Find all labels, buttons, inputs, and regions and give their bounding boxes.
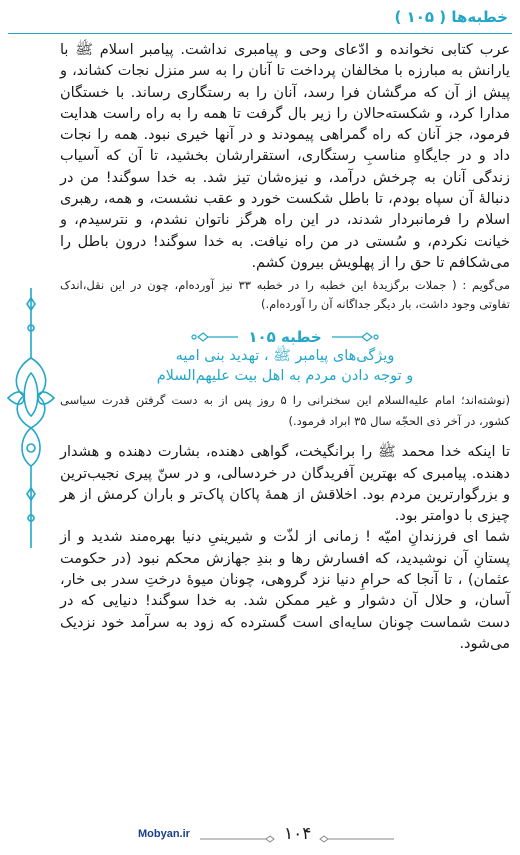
site-watermark: Mobyan.ir — [138, 828, 190, 840]
footer-ornament-icon — [314, 835, 394, 843]
khutbah-number: خطبه ۱۰۵ — [248, 328, 322, 347]
khutbah-subtitle-2: و توجه دادن مردم به اهل بیت علیهم‌السلام — [156, 368, 414, 385]
footer-ornament-icon — [200, 835, 280, 843]
body-paragraph: عرب کتابی نخوانده و ادّعای وحی و پیامبری نداشت. پیامبر اسلام ﷺ با یارانش به مبارزه با مخالفان پرداخت تا آنان را به سر منزل نجات کشاند، و پیش از آن که مرگشان فرا رسد، آنان را به رستگاری رساند. با خستگان مدارا کرد، و شکسته‌حالان را زیر بال گرفت تا همه را به راه راست هدایت فرمود، جز آنان که راه گمراهی پیمودند و در آنها خیری نبود. همه را نجات داد و در جایگاهِ مناسبِ رستگاری، استقرارشان بخشید، تا آن که آسیاب زندگی آنان به چرخش درآمد، و نیزه‌شان تیز شد. به خدا سوگند! من در دنبالهٔ آن سپاه بودم، تا باطل شکست خورد و عقب نشست، و همه، رهبری اسلام را فرمانبردار شدند، در این راه هرگز ناتوان نشدم، و نترسیدم، و خیانت نکردم، و سُستی در من راه نیافت. به خدا سوگند! درون باطل را می‌شکافم تا حق را از پهلویش بیرون کشم. — [60, 42, 510, 271]
page-footer — [0, 820, 520, 850]
khutbah-heading — [60, 328, 510, 386]
chapter-title: خطبه‌ها ( ۱۰۵ ) — [394, 8, 508, 26]
khutbah-subtitle-1: ویژگی‌های پیامبر ﷺ ، تهدید بنی امیه — [175, 348, 395, 365]
header-divider — [8, 33, 512, 34]
body-paragraph: شما ای فرزندانِ امیّه ! زمانی از لذّت و شیرینیِ دنیا بهره‌مند شدید و از پستانِ آن نوشیدید، که افسارش رها و بندِ جهازش محکم نبود (در حکومت عثمان) ، تا آنجا که حرامِ دنیا نزد گروهی، چونان میوهٔ درختِ سدر بی خار، آسان، و حلال آن دشوار و غیر ممکن شد. به خدا سوگند! دنیایی که در دست شماست چونان سایه‌ای است گسترده که زود به سرآمد خود نزدیک می‌شود. — [60, 529, 510, 652]
ornament-left-icon — [190, 331, 238, 343]
author-note: می‌گویم : ( جملات برگزیدهٔ این خطبه را در خطبه ۳۳ نیز آورده‌ام، چون در این نقل،اندک تفاوتی وجود داشت، بار دیگر جداگانه آن را آورده‌ام.) — [60, 278, 510, 312]
page-number: ۱۰۴ — [284, 824, 312, 844]
side-ornament-icon — [4, 288, 58, 548]
khutbah-context: (نوشته‌اند؛ امام علیه‌السلام این سخنرانی را ۵ روز پس از به دست گرفتن قدرت سیاسی کشور، در آخر ذی الحجّه سال ۳۵ ابراد فرمود.) — [60, 393, 510, 429]
body-paragraph: تا اینکه خدا محمد ﷺ را برانگیخت، گواهی دهنده، بشارت دهنده و هشدار دهنده. پیامبری که بهترین آفریدگان در خردسالی، و در سنّ پیری نجیب‌ترین و بزرگوارترین مردم بود. اخلاقش از همهٔ پاکان پاک‌تر و باران کرمش از هر چیزی با دوامتر بود. — [60, 444, 510, 525]
main-content — [60, 40, 510, 655]
ornament-right-icon — [332, 331, 380, 343]
